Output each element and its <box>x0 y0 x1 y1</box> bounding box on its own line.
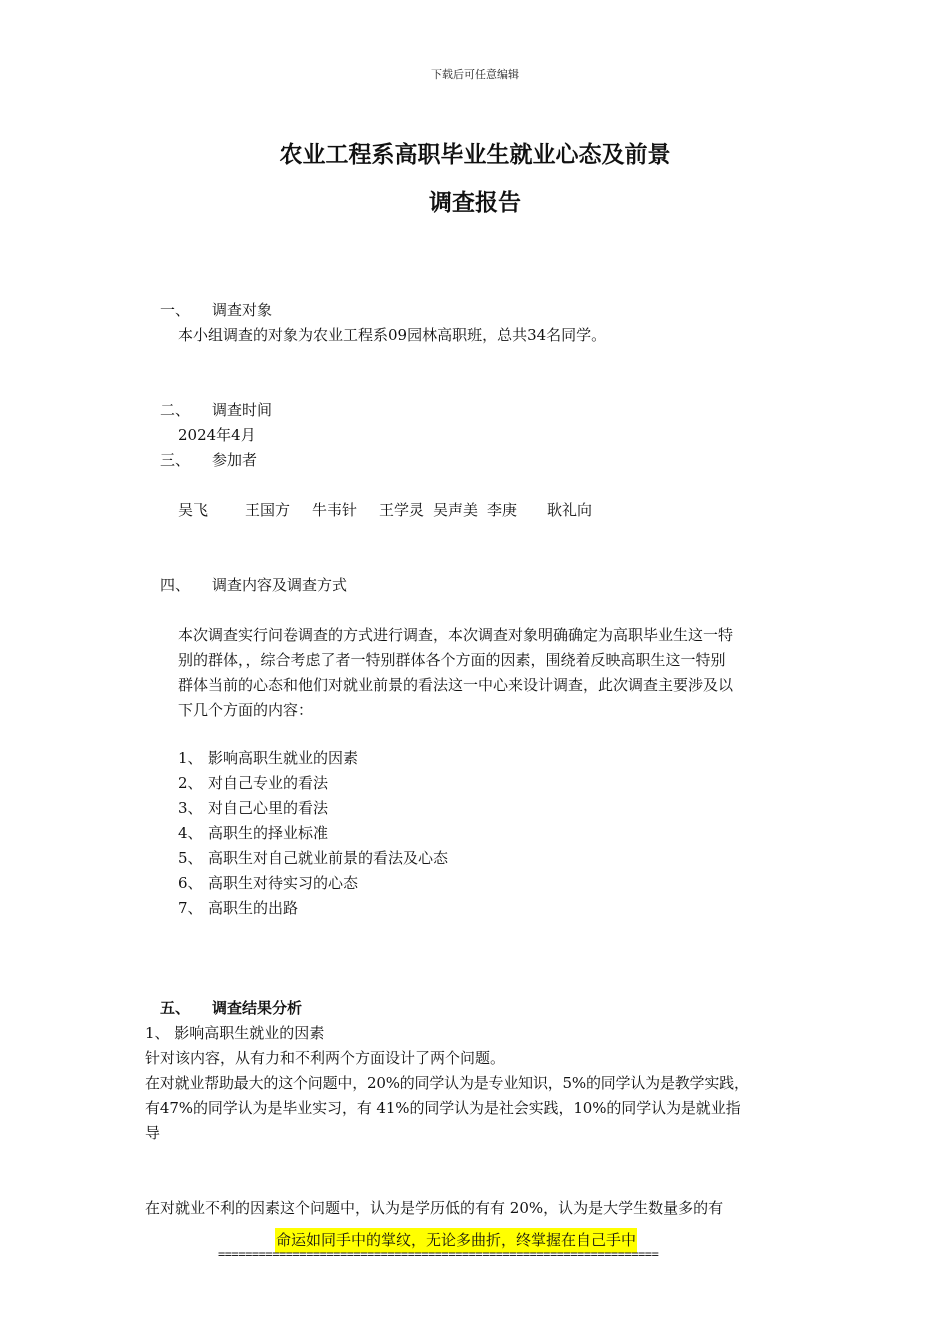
result-line: 针对该内容，从有力和不利两个方面设计了两个问题。 <box>145 1049 506 1067</box>
participant-name: 李庚 <box>487 501 518 519</box>
section-5-heading <box>160 996 302 1021</box>
section-number: 三、 <box>160 451 191 469</box>
footer-rule: ================================================================= <box>218 1247 659 1261</box>
result-line: 在对就业帮助最大的这个问题中，20%的同学认为是专业知识，5%的同学认为是教学实践， <box>145 1074 749 1092</box>
document-title: 农业工程系高职毕业生就业心态及前景 <box>279 141 671 168</box>
content-list <box>178 746 448 921</box>
list-text: 高职生对自己就业前景的看法及心态 <box>208 849 449 867</box>
list-item <box>178 896 448 921</box>
section-2-heading <box>160 398 272 423</box>
list-index: 6、 <box>178 874 203 892</box>
participant-name: 王学灵 <box>379 501 425 519</box>
participant-name: 耿礼向 <box>547 501 593 519</box>
list-text: 对自己专业的看法 <box>208 774 329 792</box>
result-line: 在对就业不利的因素这个问题中，认为是学历低的有有 20%，认为是大学生数量多的有 <box>145 1199 724 1217</box>
participant-name: 吴飞 <box>178 501 209 519</box>
header-note: 下载后可任意编辑 <box>431 68 519 81</box>
list-item <box>178 821 448 846</box>
section-title: 调查对象 <box>212 301 273 319</box>
section-title: 调查时间 <box>212 401 273 419</box>
list-text: 高职生的出路 <box>208 899 299 917</box>
list-item <box>178 796 448 821</box>
section-number: 一、 <box>160 301 191 319</box>
section-number: 二、 <box>160 401 191 419</box>
paragraph-line: 别的群体，，综合考虑了者一特别群体各个方面的因素，围绕着反映高职生这一特别 <box>178 651 726 669</box>
list-item <box>178 871 448 896</box>
list-item <box>178 746 448 771</box>
list-index: 1、 <box>178 749 203 767</box>
section-title: 调查结果分析 <box>212 999 303 1017</box>
result-line: 导 <box>145 1124 161 1142</box>
list-index: 5、 <box>178 849 203 867</box>
list-text: 对自己心里的看法 <box>208 799 329 817</box>
section-3-heading <box>160 448 257 473</box>
list-index: 3、 <box>178 799 203 817</box>
list-item <box>178 846 448 871</box>
section-number: 四、 <box>160 576 191 594</box>
list-text: 影响高职生就业的因素 <box>208 749 359 767</box>
section-1-heading <box>160 298 272 323</box>
participants-list <box>178 498 592 523</box>
result-line: 有47%的同学认为是毕业实习，有 41%的同学认为是社会实践，10%的同学认为是就业指 <box>145 1099 741 1117</box>
section-title: 调查内容及调查方式 <box>212 576 348 594</box>
participant-name: 吴声美 <box>433 501 479 519</box>
section-number: 五、 <box>160 999 191 1017</box>
paragraph-line: 下几个方面的内容： <box>178 701 314 719</box>
document-subtitle: 调查报告 <box>429 189 521 216</box>
section-1-text: 本小组调查的对象为农业工程系09园林高职班，总共34名同学。 <box>178 326 607 344</box>
list-text: 高职生对待实习的心态 <box>208 874 359 892</box>
list-index: 7、 <box>178 899 203 917</box>
participant-name: 牛韦针 <box>312 501 358 519</box>
result-subheading: 1、 影响高职生就业的因素 <box>145 1024 325 1042</box>
list-index: 4、 <box>178 824 203 842</box>
list-index: 2、 <box>178 774 203 792</box>
paragraph-line: 本次调查实行问卷调查的方式进行调查，本次调查对象明确确定为高职毕业生这一特 <box>178 626 734 644</box>
participant-name: 王国方 <box>245 501 291 519</box>
paragraph-line: 群体当前的心态和他们对就业前景的看法这一中心来设计调查，此次调查主要涉及以 <box>178 676 734 694</box>
footer-slogan: 命运如同手中的掌纹，无论多曲折，终掌握在自己手中 <box>275 1228 637 1253</box>
section-2-text: 2024年4月 <box>178 426 256 444</box>
list-item <box>178 771 448 796</box>
section-4-heading <box>160 573 347 598</box>
section-title: 参加者 <box>212 451 258 469</box>
list-text: 高职生的择业标准 <box>208 824 329 842</box>
section-4-paragraph <box>178 623 733 723</box>
